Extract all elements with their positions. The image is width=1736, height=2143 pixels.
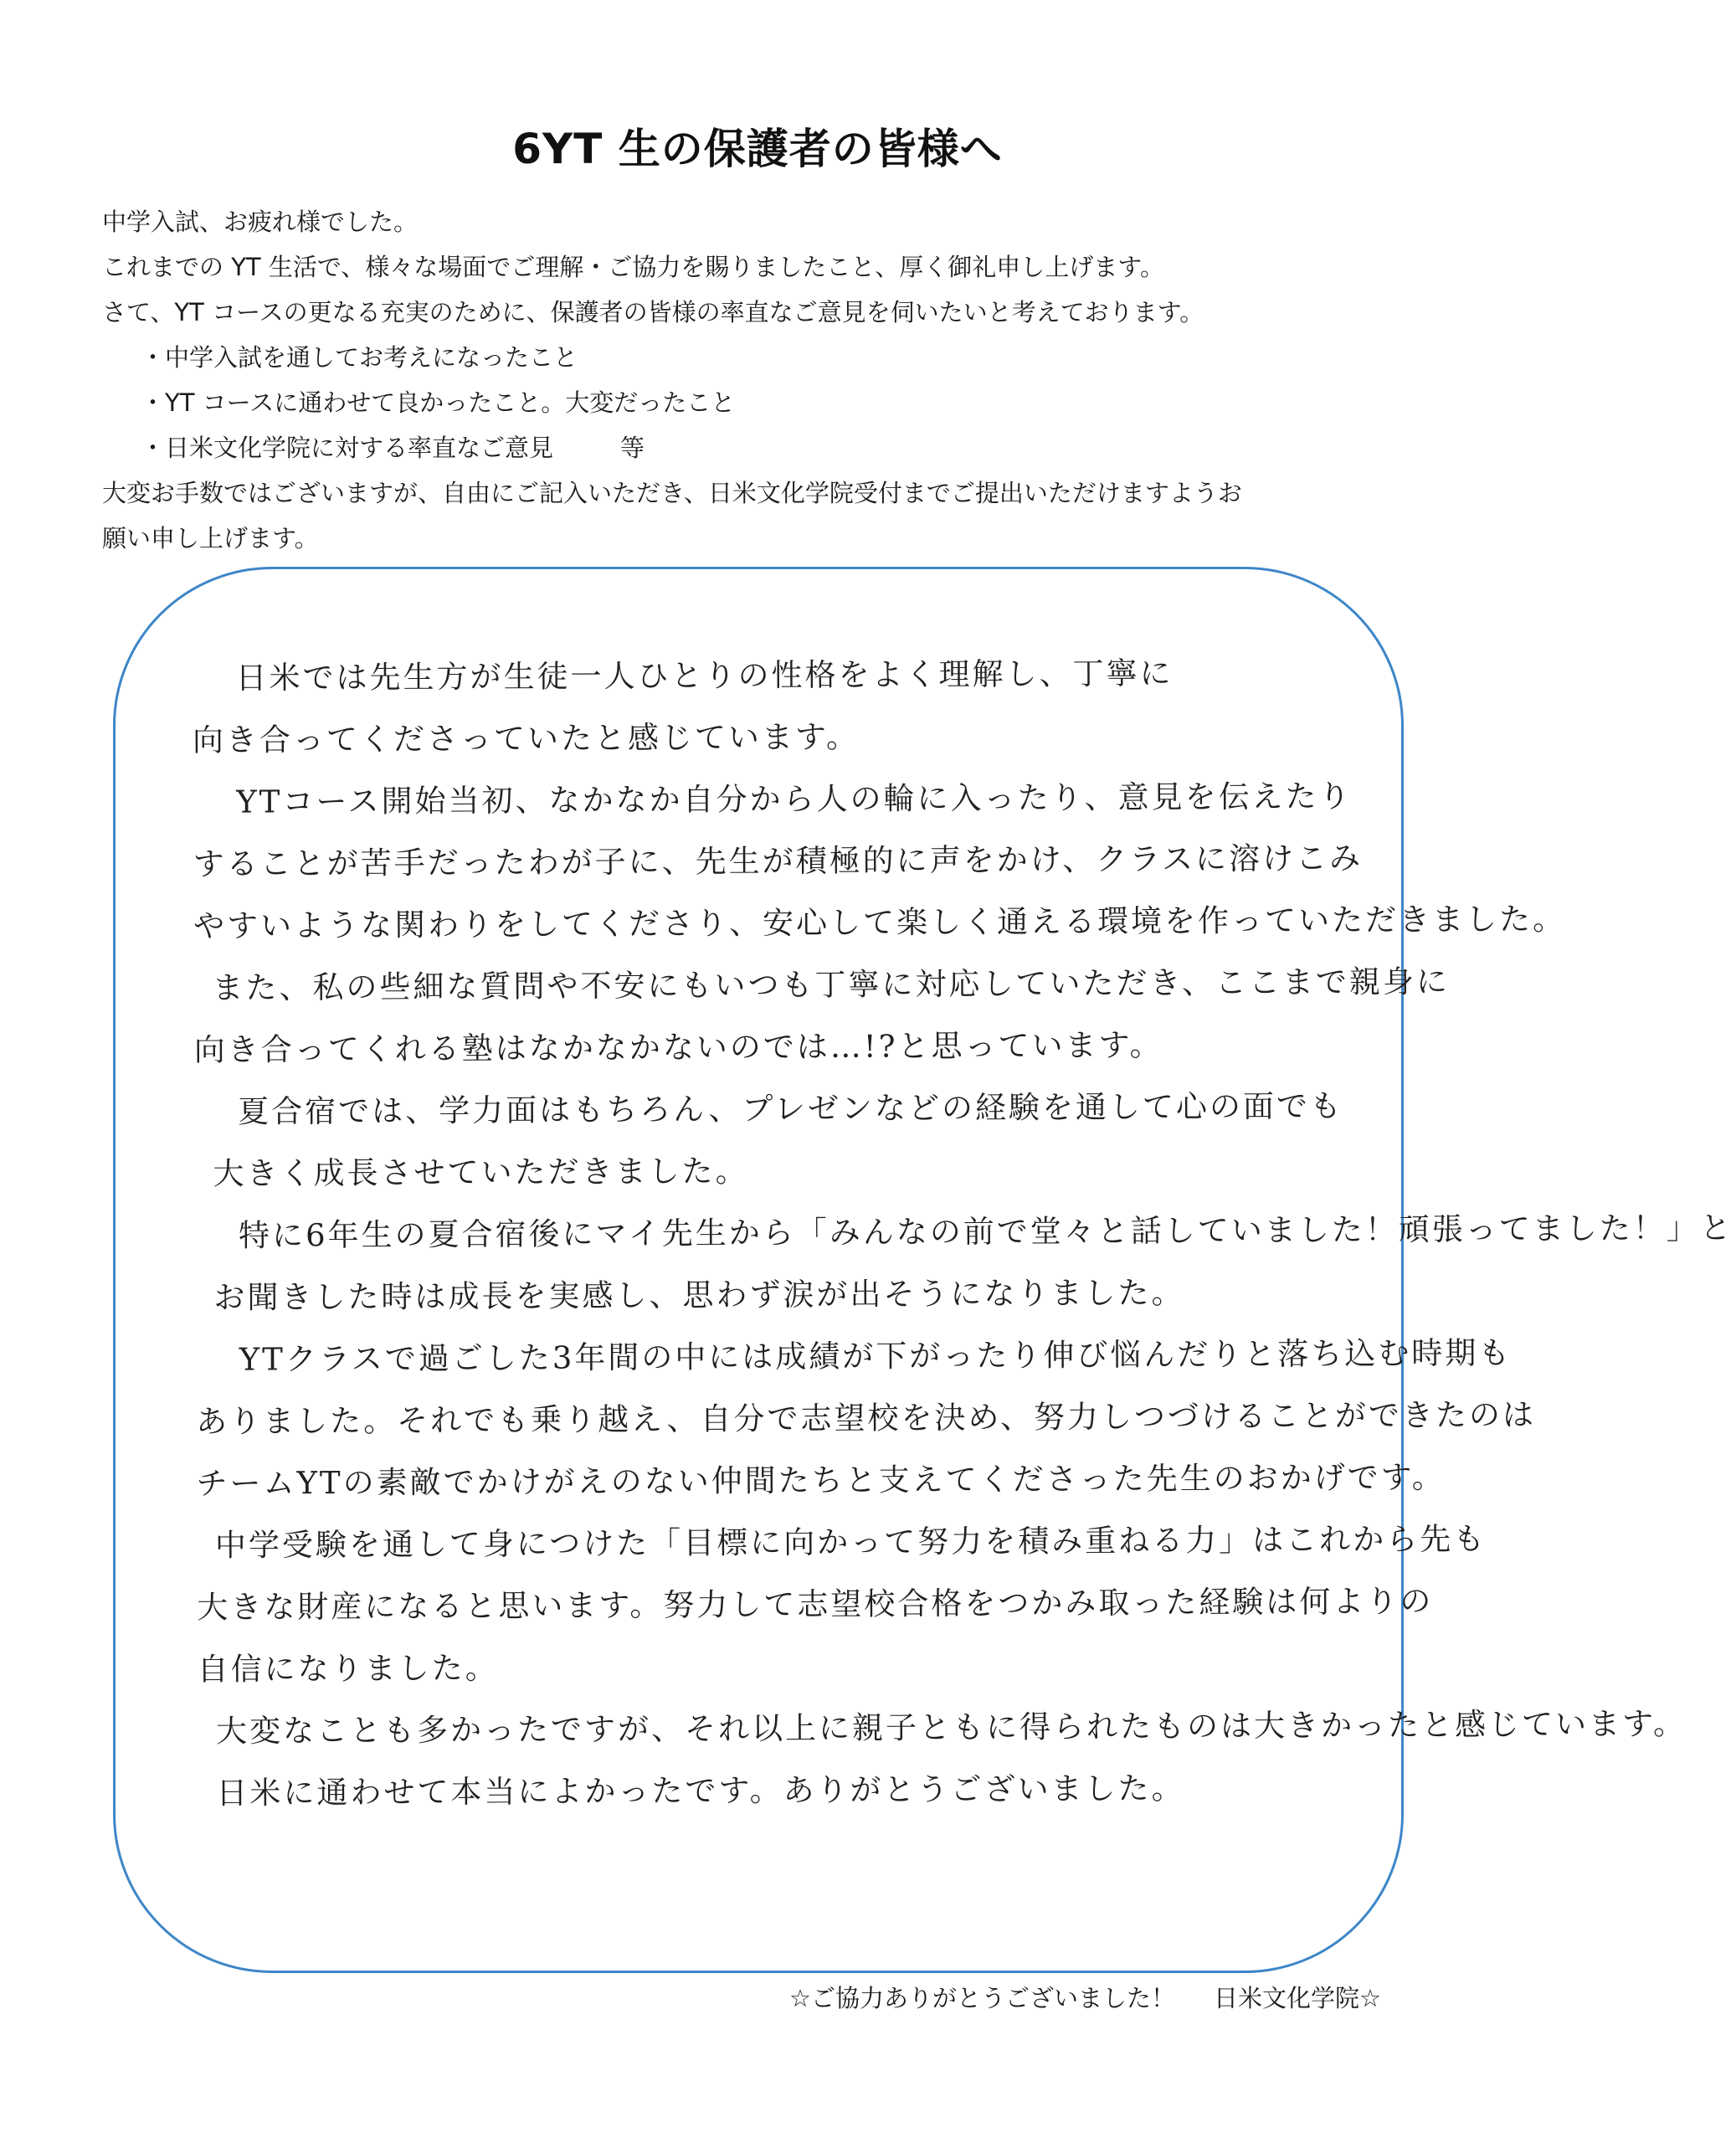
footer-note <box>789 1980 1381 2014</box>
intro-line: さて、YT コースの更なる充実のために、保護者の皆様の率直なご意見を伺いたいと考えております。 <box>102 298 1204 326</box>
response-line: チームYTの素敵でかけがえのない仲間たちと支えてくださった先生のおかげです。 <box>196 1459 1446 1502</box>
response-line: また、私の些細な質問や不安にもいつも丁寧に対応していただき、ここまで親身に <box>212 964 1451 1006</box>
intro-line: これまでの YT 生活で、様々な場面でご理解・ご協力を賜りましたこと、厚く御礼申し上げます。 <box>102 253 1164 281</box>
footer-org: 日米文化学院☆ <box>1214 1984 1381 2012</box>
response-line: 特に6年生の夏合宿後にマイ先生から「みんなの前で堂々と話していました！頑張ってました！」と <box>238 1210 1733 1254</box>
closing-line: 大変お手数ではございますが、自由にご記入いただき、日米文化学院受付までご提出いただけますようお <box>102 479 1242 507</box>
response-line: 向き合ってくださっていたと感じています。 <box>192 718 860 758</box>
response-line: 中学受験を通して身につけた「目標に向かって努力を積み重ねる力」はこれから先も <box>214 1520 1487 1564</box>
response-line: YTクラスで過ごした3年間の中には成績が下がったり伸び悩んだりと落ち込む時期も <box>239 1334 1513 1378</box>
response-line: することが苦手だったわが子に、先生が積極的に声をかけ、クラスに溶けこみ <box>193 840 1364 882</box>
response-line: 自信になりました。 <box>197 1649 499 1688</box>
bullet-item: ・YT コースに通わせて良かったこと。大変だったこと <box>141 388 736 417</box>
response-line: やすいような関わりをしてくださり、安心して楽しく通える環境を作っていただきました。 <box>193 901 1567 944</box>
response-line: 日米に通わせて本当によかったです。ありがとうございました。 <box>216 1770 1185 1812</box>
response-line: ありました。それでも乗り越え、自分で志望校を決め、努力しつづけることができたのは <box>196 1396 1537 1440</box>
intro-line: 中学入試、お疲れ様でした。 <box>102 208 419 236</box>
closing-line: 願い申し上げます。 <box>102 524 319 552</box>
response-line: 夏合宿では、学力面はもちろん、プレゼンなどの経験を通して心の面でも <box>238 1087 1344 1130</box>
response-line: 向き合ってくれる塾はなかなかないのでは…!?と思っています。 <box>193 1026 1163 1068</box>
response-line: 大変なことも多かったですが、それ以上に親子ともに得られたものは大きかったと感じています。 <box>215 1705 1687 1750</box>
response-line: YTコース開始当初、なかなか自分から人の輪に入ったり、意見を伝えたり <box>236 778 1353 820</box>
response-line: お聞きした時は成長を実感し、思わず涙が出そうになりました。 <box>213 1274 1185 1316</box>
bullet-item <box>102 425 1433 470</box>
bullet-item: ・中学入試を通してお考えになったこと <box>141 343 578 372</box>
bullet-item-text: ・日米文化学院に対する率直なご意見 <box>141 434 554 462</box>
response-line: 大きな財産になると思います。努力して志望校合格をつかみ取った経験は何よりの <box>197 1583 1434 1626</box>
page-title: 6YT 生の保護者の皆様へ <box>512 125 1003 173</box>
handwritten-response <box>192 641 1733 1825</box>
footer-thanks: ☆ご協力ありがとうございました！ <box>789 1984 1175 2012</box>
intro-section <box>102 199 1433 561</box>
response-line: 大きく成長させていただきました。 <box>213 1153 749 1192</box>
bullet-suffix: 等 <box>620 434 645 462</box>
response-line: 日米では先生方が生徒一人ひとりの性格をよく理解し、丁寧に <box>235 655 1174 696</box>
